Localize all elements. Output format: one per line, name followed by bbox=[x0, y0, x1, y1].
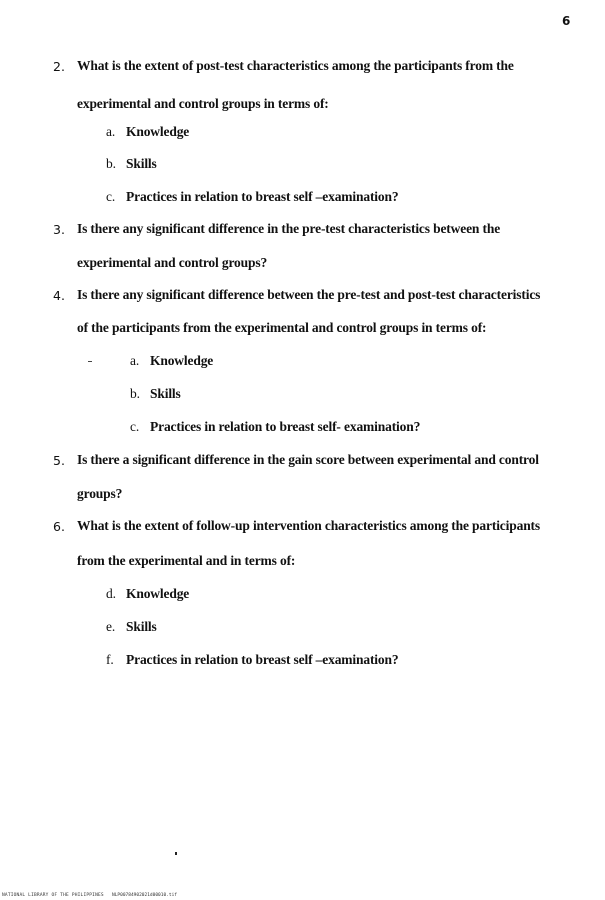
sub-item bbox=[106, 156, 157, 172]
item-number: 5. bbox=[53, 453, 65, 468]
sub-item bbox=[106, 586, 189, 602]
page-number: 6 bbox=[562, 14, 571, 28]
sub-item-text: Skills bbox=[126, 156, 157, 171]
sub-item-text: Practices in relation to breast self- examination? bbox=[150, 419, 421, 434]
question-line: of the participants from the experimental and control groups in terms of: bbox=[77, 320, 487, 335]
sub-item-letter: a. bbox=[130, 353, 140, 368]
sub-item-letter: c. bbox=[130, 419, 140, 434]
question-line: experimental and control groups in terms of: bbox=[77, 96, 329, 111]
item-number: 2. bbox=[53, 59, 65, 74]
item-number: 4. bbox=[53, 288, 65, 303]
sub-item bbox=[106, 124, 189, 140]
sub-item-letter: c. bbox=[106, 189, 116, 204]
sub-item-letter: d. bbox=[106, 586, 116, 601]
question-line: What is the extent of follow-up intervention characteristics among the participants bbox=[77, 518, 540, 533]
sub-item-text: Knowledge bbox=[150, 353, 214, 368]
sub-item bbox=[130, 419, 420, 435]
sub-item bbox=[130, 353, 213, 369]
question-line: Is there a significant difference in the gain score between experimental and control bbox=[77, 452, 539, 467]
item-number: 6. bbox=[53, 519, 65, 534]
sub-item bbox=[106, 189, 398, 205]
sub-item-letter: a. bbox=[106, 124, 116, 139]
scan-speck bbox=[175, 852, 177, 855]
sub-item-text: Skills bbox=[126, 619, 157, 634]
file-code: NLP00784902021d00010.tif bbox=[112, 893, 178, 898]
sub-item-letter: e. bbox=[106, 619, 116, 634]
sub-item-text: Practices in relation to breast self –examination? bbox=[126, 652, 399, 667]
sub-item bbox=[106, 619, 157, 635]
sub-item bbox=[130, 386, 181, 402]
sub-item bbox=[106, 652, 398, 668]
library-footer: NATIONAL LIBRARY OF THE PHILIPPINES bbox=[2, 893, 104, 898]
question-line: What is the extent of post-test characteristics among the participants from the bbox=[77, 58, 514, 73]
question-line: from the experimental and in terms of: bbox=[77, 553, 296, 568]
sub-item-text: Skills bbox=[150, 386, 181, 401]
question-line: Is there any significant difference in the pre-test characteristics between the bbox=[77, 221, 501, 236]
sub-item-letter: b. bbox=[106, 156, 116, 171]
sub-item-text: Knowledge bbox=[126, 586, 190, 601]
question-line: Is there any significant difference between the pre-test and post-test characteristics bbox=[77, 287, 541, 302]
sub-item-text: Practices in relation to breast self –examination? bbox=[126, 189, 399, 204]
sub-item-text: Knowledge bbox=[126, 124, 190, 139]
question-line: experimental and control groups? bbox=[77, 255, 268, 270]
sub-item-letter: b. bbox=[130, 386, 140, 401]
sub-item-letter: f. bbox=[106, 652, 114, 667]
scan-speck bbox=[88, 361, 92, 362]
question-line: groups? bbox=[77, 486, 123, 501]
item-number: 3. bbox=[53, 222, 65, 237]
